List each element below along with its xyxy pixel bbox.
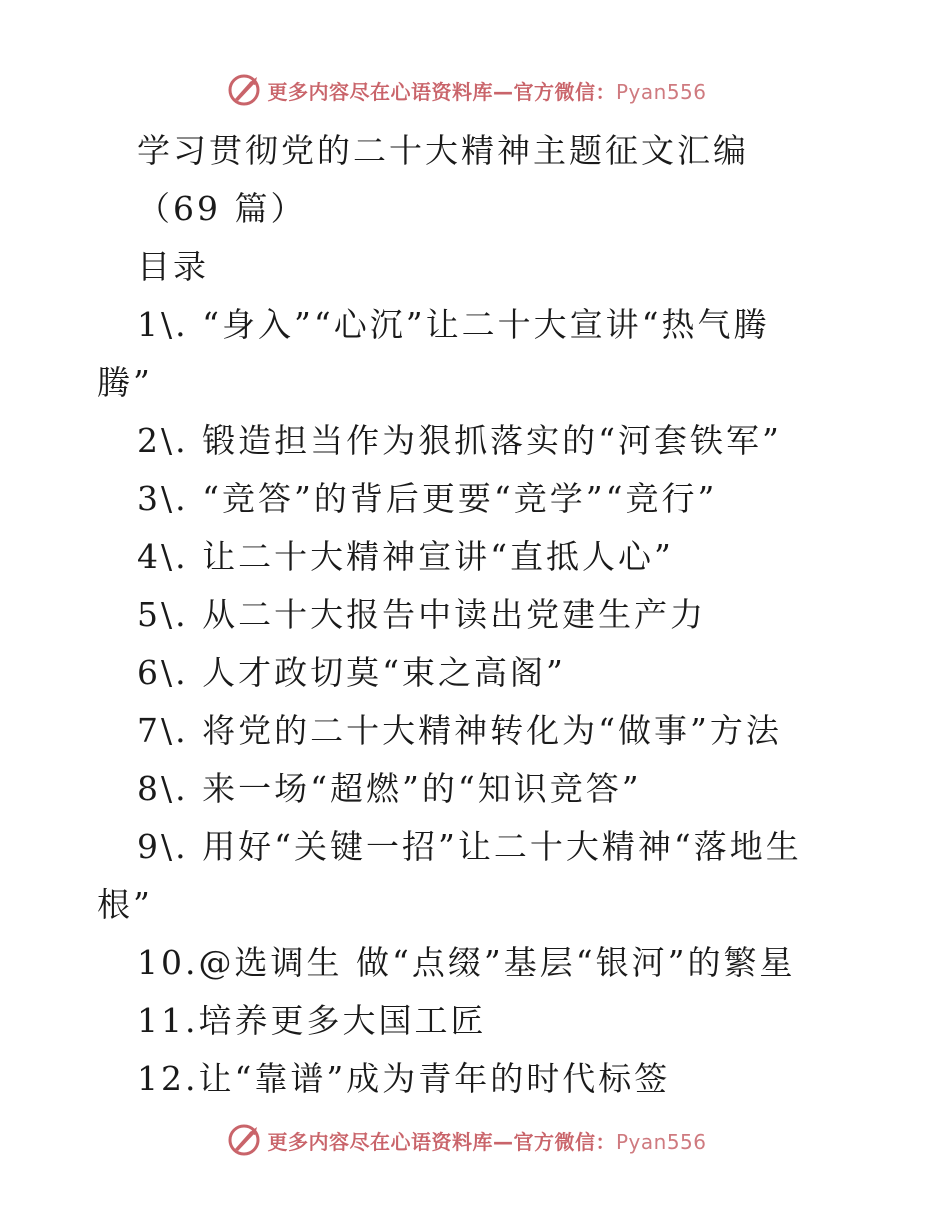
quill-pen-icon bbox=[227, 73, 261, 107]
document-title: 学习贯彻党的二十大精神主题征文汇编 bbox=[137, 131, 749, 170]
toc-entry: 5\. 从二十大报告中读出党建生产力 bbox=[137, 595, 707, 634]
toc-entry: 2\. 锻造担当作为狠抓落实的“河套铁军” bbox=[137, 421, 782, 460]
toc-entry-continuation: 腾” bbox=[97, 363, 153, 402]
document-subtitle: （69 篇） bbox=[137, 189, 307, 228]
toc-entry: 11.培养更多大国工匠 bbox=[137, 1001, 487, 1040]
toc-entry: 8\. 来一场“超燃”的“知识竞答” bbox=[137, 769, 642, 808]
toc-entry-continuation: 根” bbox=[97, 885, 153, 924]
toc-entry: 6\. 人才政切莫“束之高阁” bbox=[137, 653, 566, 692]
watermark-account: Pyan556 bbox=[615, 79, 707, 104]
quill-pen-icon bbox=[227, 1123, 261, 1157]
watermark-banner-inner bbox=[227, 1123, 706, 1157]
toc-entry: 4\. 让二十大精神宣讲“直抵人心” bbox=[137, 537, 674, 576]
toc-entry: 9\. 用好“关键一招”让二十大精神“落地生 bbox=[137, 827, 802, 866]
toc-entry: 10.@选调生 做“点缀”基层“银河”的繁星 bbox=[137, 943, 796, 982]
watermark-label: 更多内容尽在心语资料库—官方微信： bbox=[267, 1129, 616, 1154]
toc-entry: 1\. “身入”“心沉”让二十大宣讲“热气腾 bbox=[137, 305, 770, 344]
toc-entry: 12.让“靠谱”成为青年的时代标签 bbox=[137, 1059, 671, 1098]
watermark-banner-inner bbox=[227, 73, 706, 107]
toc-entry: 7\. 将党的二十大精神转化为“做事”方法 bbox=[137, 711, 782, 750]
watermark-text bbox=[267, 76, 706, 105]
toc-entry: 3\. “竞答”的背后更要“竞学”“竞行” bbox=[137, 479, 718, 518]
watermark-banner-bottom bbox=[0, 1120, 950, 1160]
watermark-account: Pyan556 bbox=[615, 1129, 707, 1154]
watermark-text bbox=[267, 1126, 706, 1155]
watermark-banner-top bbox=[0, 70, 950, 110]
watermark-label: 更多内容尽在心语资料库—官方微信： bbox=[267, 79, 616, 104]
toc-heading: 目录 bbox=[137, 247, 209, 286]
document-body bbox=[0, 122, 950, 1108]
